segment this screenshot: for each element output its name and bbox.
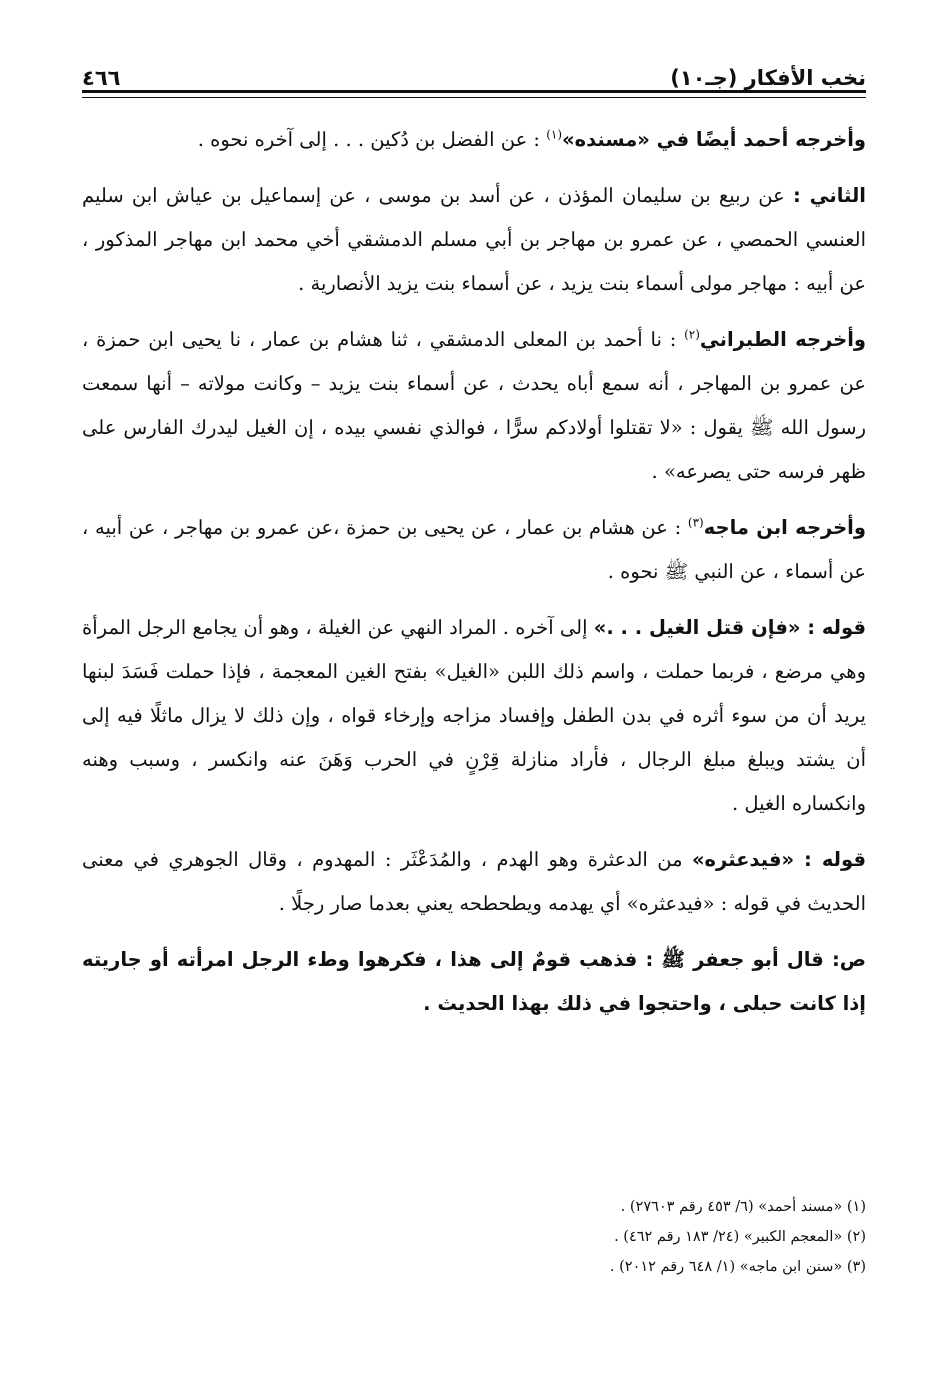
paragraph-text: عن ربيع بن سليمان المؤذن ، عن أسد بن موسى ، عن إسماعيل بن عياش ابن سليم العنسي الحمصي ، عن عمرو بن مهاجر بن أبي مسلم الدمشقي أخي محمد ابن مهاجر المذكور ، عن أبيه : مهاجر مولى أسماء بنت يزيد ، عن أسماء بنت يزيد الأنصارية .	[82, 184, 866, 295]
paragraph	[82, 838, 866, 926]
paragraph	[82, 506, 866, 594]
paragraph	[82, 318, 866, 494]
page-header	[82, 52, 866, 92]
paragraph-lead: قوله : «فيدعثره»	[691, 848, 866, 871]
footnote: (١) «مسند أحمد» (٦/ ٤٥٣ رقم ٢٧٦٠٣) .	[620, 1199, 866, 1215]
footnote-ref: (٢)	[684, 327, 700, 342]
paragraph-lead: الثاني :	[793, 184, 866, 207]
main-text	[82, 118, 866, 1038]
paragraph-lead: وأخرجه ابن ماجه	[703, 516, 866, 539]
paragraph	[82, 938, 866, 1026]
paragraph-text: : عن هشام بن عمار ، عن يحيى بن حمزة ،عن عمرو بن مهاجر ، عن أبيه ، عن أسماء ، عن النبي ﷺ نحوه .	[82, 516, 866, 583]
paragraph-lead: ص: قال أبو جعفر ﷺ : فذهب قومٌ إلى هذا ، فكرهوا وطء الرجل امرأته أو جاريته إذا كانت حبلى ، واحتجوا في ذلك بهذا الحديث .	[82, 948, 866, 1015]
paragraph	[82, 606, 866, 826]
page-number: ٤٦٦	[82, 66, 121, 90]
paragraph-lead: وأخرجه أحمد أيضًا في «مسنده»	[562, 128, 866, 151]
footnote: (٣) «سنن ابن ماجه» (١/ ٦٤٨ رقم ٢٠١٢) .	[609, 1259, 866, 1275]
paragraph-text: : نا أحمد بن المعلى الدمشقي ، ثنا هشام بن عمار ، نا يحيى ابن حمزة ، عن عمرو بن المهاجر ، أنه سمع أباه يحدث ، عن أسماء بنت يزيد – وكانت مولاته – أنها سمعت رسول الله ﷺ يقول : «لا تقتلوا أولادكم سرًّا ، فوالذي نفسي بيده ، إن الغيل ليدرك الفارس على ظهر فرسه حتى يصرعه» .	[82, 328, 866, 483]
header-rule-thick	[82, 90, 866, 93]
footnote: (٢) «المعجم الكبير» (٢٤/ ١٨٣ رقم ٤٦٢) .	[614, 1229, 866, 1245]
paragraph-text: : عن الفضل بن دُكين . . . إلى آخره نحوه .	[197, 128, 540, 151]
footnotes	[82, 1192, 866, 1282]
document-page	[82, 0, 866, 1386]
paragraph-text: من الدعثرة وهو الهدم ، والمُدَعْثَر : المهدوم ، وقال الجوهري في معنى الحديث في قوله : «فيدعثره» أي يهدمه ويطحطحه يعني بعدما صار رجلًا .	[82, 848, 866, 915]
book-title: نخب الأفكار (جـ١٠)	[670, 66, 866, 90]
paragraph-lead: وأخرجه الطبراني	[699, 328, 867, 351]
paragraph-lead: قوله : «فإن قتل الغيل . . .»	[593, 616, 867, 639]
paragraph-text: إلى آخره . المراد النهي عن الغيلة ، وهو أن يجامع الرجل المرأة وهي مرضع ، فربما حملت ، واسم ذلك اللبن «الغيل» بفتح الغين المعجمة ، فإذا حملت فَسَدَ لبنها يريد أن من سوء أثره في بدن الطفل وإفساد مزاجه وإرخاء قواه ، وإن ذلك لا يزال ماثلًا فيه إلى أن يشتد ويبلغ مبلغ الرجال ، فأراد منازلة قِرْنٍ في الحرب وَهَنَ عنه وانكسر ، وسبب وهنه وانكساره الغيل .	[82, 616, 866, 815]
footnote-ref: (٣)	[687, 515, 704, 530]
paragraph	[82, 174, 866, 306]
paragraph	[82, 118, 866, 162]
footnote-ref: (١)	[546, 127, 563, 142]
header-rule-thin	[82, 97, 866, 98]
